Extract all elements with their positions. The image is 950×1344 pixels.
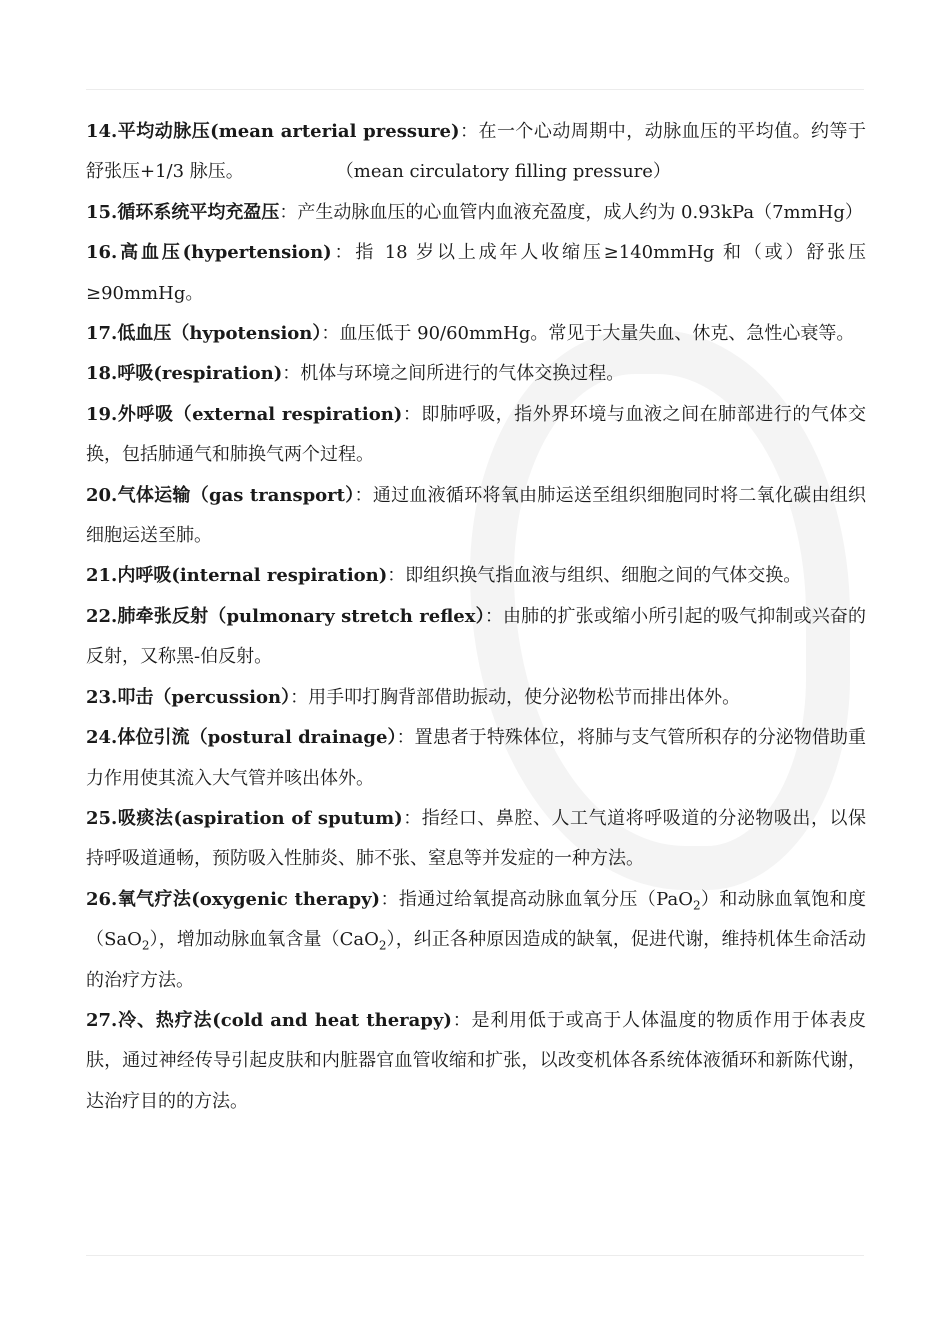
- entry-definition: ），增加动脉血氧含量（CaO: [149, 929, 379, 951]
- entry-term: 气体运输（gas transport）: [117, 484, 355, 506]
- entry-19: [86, 395, 866, 476]
- entry-definition: 即组织换气指血液与组织、细胞之间的气体交换。: [405, 565, 802, 587]
- entry-separator: ：: [459, 121, 479, 142]
- entry-term: 外呼吸（external respiration): [117, 403, 403, 425]
- entry-definition: ）和动脉血氧饱和度（SaO: [86, 888, 867, 951]
- entry-16: [86, 233, 866, 314]
- entry-separator: ：: [402, 403, 422, 425]
- entry-number: 17.: [86, 323, 118, 345]
- entry-15: [86, 193, 866, 233]
- entry-definition: 用手叩打胸背部借助振动，使分泌物松节而排出体外。: [308, 686, 741, 708]
- entry-separator: ：: [279, 201, 298, 223]
- entry-definition: ），纠正各种原因造成的缺氧，促进代谢，维持机体生命活动的治疗方法。: [86, 929, 867, 991]
- entry-term: 冷、热疗法(cold and heat therapy): [117, 1009, 452, 1031]
- entry-term: 循环系统平均充盈压: [117, 201, 280, 223]
- entry-separator: ：: [387, 565, 406, 587]
- subscript: 2: [692, 898, 701, 913]
- entry-23: [86, 678, 866, 718]
- entry-term: 叩击（percussion）: [117, 686, 291, 708]
- entry-24: [86, 718, 866, 799]
- entry-extra-term: （mean circulatory filling pressure）: [335, 161, 671, 183]
- entry-number: 15.: [86, 201, 118, 223]
- entry-term: 体位引流（postural drainage）: [117, 727, 397, 749]
- entry-17: [86, 314, 866, 354]
- entry-definition: 通过血液循环将氧由肺运送至组织细胞同时将二氧化碳由组织细胞运送至肺。: [86, 484, 867, 547]
- entry-definition: 产生动脉血压的心血管内血液充盈度，成人约为 0.93kPa（7mmHg）: [297, 201, 863, 223]
- entry-number: 22.: [86, 605, 118, 627]
- entry-definition: 即肺呼吸，指外界环境与血液之间在肺部进行的气体交换，包括肺通气和肺换气两个过程。: [86, 403, 867, 466]
- entry-number: 26.: [86, 888, 118, 910]
- entry-number: 21.: [86, 565, 118, 587]
- entry-20: [86, 476, 866, 557]
- entry-number: 19.: [86, 403, 118, 425]
- bottom-divider: [86, 1255, 864, 1256]
- document-body: [86, 112, 866, 1122]
- entry-number: 20.: [86, 484, 118, 506]
- entry-number: 24.: [86, 727, 118, 749]
- entry-term: 内呼吸(internal respiration): [117, 565, 388, 587]
- entry-term: 平均动脉压(mean arterial pressure): [117, 121, 460, 142]
- entry-definition: 置患者于特殊体位，将肺与支气管所积存的分泌物借助重力作用使其流入大气管并咳出体外。: [86, 727, 866, 789]
- entry-separator: ：: [396, 727, 415, 749]
- subscript: 2: [141, 938, 150, 953]
- entry-separator: ：: [331, 242, 356, 264]
- entry-separator: ：: [380, 888, 399, 910]
- entry-number: 25.: [86, 807, 118, 829]
- entry-number: 27.: [86, 1009, 118, 1031]
- entry-definition: 指 18 岁以上成年人收缩压≥140mmHg 和（或）舒张压≥90mmHg。: [86, 242, 866, 304]
- entry-definition: 指通过给氧提高动脉血氧分压（PaO: [398, 888, 693, 910]
- entry-separator: ：: [282, 363, 301, 385]
- entry-term: 氧气疗法(oxygenic therapy): [117, 888, 381, 910]
- entry-definition: 指经口、鼻腔、人工气道将呼吸道的分泌物吸出，以保持呼吸道通畅，预防吸入性肺炎、肺不张、窒息等并发症的一种方法。: [86, 807, 867, 870]
- entry-separator: ：: [290, 686, 309, 708]
- entry-number: 18.: [86, 363, 118, 385]
- entry-number: 16.: [86, 242, 118, 264]
- entry-separator: ：: [321, 323, 340, 345]
- entry-term: 高血压(hypertension): [117, 242, 332, 264]
- entry-term: 吸痰法(aspiration of sputum): [117, 807, 403, 829]
- entry-definition: 由肺的扩张或缩小所引起的吸气抑制或兴奋的反射，又称黑-伯反射。: [86, 605, 867, 668]
- entry-definition: 在一个心动周期中，动脉血压的平均值。约等于舒张压+1/3 脉压。: [86, 121, 866, 183]
- entry-term: 肺牵张反射（pulmonary stretch reflex）: [117, 605, 485, 627]
- entry-27: [86, 1001, 866, 1122]
- entry-definition: 机体与环境之间所进行的气体交换过程。: [300, 363, 625, 385]
- entry-term: 低血压（hypotension）: [117, 323, 322, 345]
- entry-separator: ：: [402, 807, 422, 829]
- entry-22: [86, 597, 866, 678]
- top-divider: [86, 89, 864, 90]
- entry-21: [86, 556, 866, 596]
- entry-14: [86, 112, 866, 193]
- entry-definition: 血压低于 90/60mmHg。常见于大量失血、休克、急性心衰等。: [339, 323, 855, 345]
- entry-term: 呼吸(respiration): [117, 363, 283, 385]
- entry-26: [86, 880, 866, 1001]
- entry-18: [86, 354, 866, 394]
- entry-separator: ：: [354, 484, 373, 506]
- entry-25: [86, 799, 866, 880]
- entry-number: 14.: [86, 121, 118, 142]
- entry-definition: 是利用低于或高于人体温度的物质作用于体表皮肤，通过神经传导引起皮肤和内脏器官血管收缩和扩张，以改变机体各系统体液循环和新陈代谢，达治疗目的的方法。: [86, 1009, 867, 1112]
- entry-separator: ：: [484, 605, 503, 627]
- entry-number: 23.: [86, 686, 118, 708]
- entry-separator: ：: [451, 1009, 472, 1031]
- subscript: 2: [378, 938, 387, 953]
